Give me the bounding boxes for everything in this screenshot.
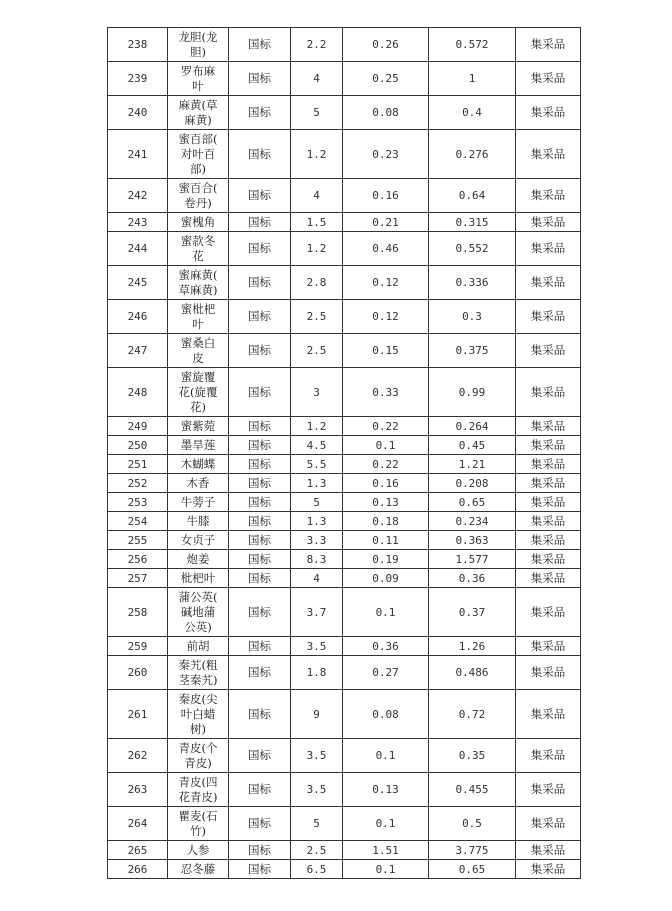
value-a-cell: 2.2 bbox=[291, 28, 343, 62]
standard-cell: 国标 bbox=[229, 588, 291, 637]
herb-name-cell: 蜜款冬 花 bbox=[168, 232, 229, 266]
herb-name-cell: 蜜槐角 bbox=[168, 213, 229, 232]
herb-name-cell: 龙胆(龙 胆) bbox=[168, 28, 229, 62]
procurement-type-cell: 集采品 bbox=[516, 455, 581, 474]
row-number-cell: 259 bbox=[108, 637, 168, 656]
value-c-cell: 0.64 bbox=[429, 179, 516, 213]
row-number-cell: 256 bbox=[108, 550, 168, 569]
value-b-cell: 0.46 bbox=[343, 232, 429, 266]
value-c-cell: 0.264 bbox=[429, 417, 516, 436]
standard-cell: 国标 bbox=[229, 690, 291, 739]
value-c-cell: 0.36 bbox=[429, 569, 516, 588]
value-b-cell: 0.1 bbox=[343, 588, 429, 637]
value-b-cell: 0.13 bbox=[343, 493, 429, 512]
procurement-type-cell: 集采品 bbox=[516, 96, 581, 130]
row-number-cell: 244 bbox=[108, 232, 168, 266]
value-c-cell: 0.5 bbox=[429, 807, 516, 841]
standard-cell: 国标 bbox=[229, 130, 291, 179]
table-row bbox=[108, 474, 581, 493]
table-row bbox=[108, 62, 581, 96]
value-c-cell: 0.486 bbox=[429, 656, 516, 690]
standard-cell: 国标 bbox=[229, 841, 291, 860]
table-row bbox=[108, 493, 581, 512]
standard-cell: 国标 bbox=[229, 232, 291, 266]
value-b-cell: 0.1 bbox=[343, 436, 429, 455]
standard-cell: 国标 bbox=[229, 474, 291, 493]
standard-cell: 国标 bbox=[229, 773, 291, 807]
value-c-cell: 1 bbox=[429, 62, 516, 96]
procurement-type-cell: 集采品 bbox=[516, 656, 581, 690]
procurement-type-cell: 集采品 bbox=[516, 130, 581, 179]
row-number-cell: 250 bbox=[108, 436, 168, 455]
procurement-type-cell: 集采品 bbox=[516, 266, 581, 300]
standard-cell: 国标 bbox=[229, 368, 291, 417]
herb-name-cell: 蒲公英( 碱地蒲 公英) bbox=[168, 588, 229, 637]
herb-name-cell: 枇杷叶 bbox=[168, 569, 229, 588]
table-row bbox=[108, 300, 581, 334]
value-a-cell: 4 bbox=[291, 569, 343, 588]
herb-name-cell: 蜜旋覆 花(旋覆 花) bbox=[168, 368, 229, 417]
procurement-type-cell: 集采品 bbox=[516, 300, 581, 334]
herb-name-cell: 麻黄(草 麻黄) bbox=[168, 96, 229, 130]
value-a-cell: 1.5 bbox=[291, 213, 343, 232]
row-number-cell: 261 bbox=[108, 690, 168, 739]
value-b-cell: 0.16 bbox=[343, 474, 429, 493]
value-b-cell: 0.15 bbox=[343, 334, 429, 368]
value-b-cell: 0.08 bbox=[343, 690, 429, 739]
row-number-cell: 238 bbox=[108, 28, 168, 62]
row-number-cell: 263 bbox=[108, 773, 168, 807]
row-number-cell: 248 bbox=[108, 368, 168, 417]
value-c-cell: 1.26 bbox=[429, 637, 516, 656]
value-c-cell: 0.65 bbox=[429, 493, 516, 512]
standard-cell: 国标 bbox=[229, 637, 291, 656]
table-row bbox=[108, 531, 581, 550]
procurement-type-cell: 集采品 bbox=[516, 690, 581, 739]
table-row bbox=[108, 417, 581, 436]
value-b-cell: 0.1 bbox=[343, 739, 429, 773]
row-number-cell: 243 bbox=[108, 213, 168, 232]
table-row bbox=[108, 773, 581, 807]
value-a-cell: 2.5 bbox=[291, 841, 343, 860]
row-number-cell: 253 bbox=[108, 493, 168, 512]
table-row bbox=[108, 28, 581, 62]
table-row bbox=[108, 588, 581, 637]
value-c-cell: 0.315 bbox=[429, 213, 516, 232]
procurement-type-cell: 集采品 bbox=[516, 436, 581, 455]
table-row bbox=[108, 656, 581, 690]
value-b-cell: 0.12 bbox=[343, 300, 429, 334]
standard-cell: 国标 bbox=[229, 417, 291, 436]
value-c-cell: 0.72 bbox=[429, 690, 516, 739]
table-row bbox=[108, 455, 581, 474]
procurement-type-cell: 集采品 bbox=[516, 334, 581, 368]
table-row bbox=[108, 130, 581, 179]
value-a-cell: 3.5 bbox=[291, 637, 343, 656]
standard-cell: 国标 bbox=[229, 656, 291, 690]
procurement-type-cell: 集采品 bbox=[516, 569, 581, 588]
value-c-cell: 0.336 bbox=[429, 266, 516, 300]
row-number-cell: 249 bbox=[108, 417, 168, 436]
row-number-cell: 264 bbox=[108, 807, 168, 841]
value-a-cell: 6.5 bbox=[291, 860, 343, 879]
standard-cell: 国标 bbox=[229, 62, 291, 96]
standard-cell: 国标 bbox=[229, 493, 291, 512]
standard-cell: 国标 bbox=[229, 531, 291, 550]
row-number-cell: 262 bbox=[108, 739, 168, 773]
procurement-type-cell: 集采品 bbox=[516, 232, 581, 266]
value-c-cell: 0.99 bbox=[429, 368, 516, 417]
row-number-cell: 266 bbox=[108, 860, 168, 879]
value-a-cell: 3.5 bbox=[291, 739, 343, 773]
herb-name-cell: 罗布麻 叶 bbox=[168, 62, 229, 96]
value-b-cell: 0.16 bbox=[343, 179, 429, 213]
value-b-cell: 0.26 bbox=[343, 28, 429, 62]
value-a-cell: 1.2 bbox=[291, 417, 343, 436]
herb-name-cell: 忍冬藤 bbox=[168, 860, 229, 879]
row-number-cell: 252 bbox=[108, 474, 168, 493]
procurement-type-cell: 集采品 bbox=[516, 493, 581, 512]
herb-name-cell: 牛蒡子 bbox=[168, 493, 229, 512]
value-a-cell: 8.3 bbox=[291, 550, 343, 569]
table-row bbox=[108, 213, 581, 232]
table-row bbox=[108, 807, 581, 841]
standard-cell: 国标 bbox=[229, 179, 291, 213]
value-c-cell: 1.21 bbox=[429, 455, 516, 474]
table-row bbox=[108, 96, 581, 130]
row-number-cell: 260 bbox=[108, 656, 168, 690]
table-row bbox=[108, 512, 581, 531]
procurement-type-cell: 集采品 bbox=[516, 841, 581, 860]
value-b-cell: 0.19 bbox=[343, 550, 429, 569]
value-b-cell: 0.36 bbox=[343, 637, 429, 656]
herb-name-cell: 蜜百合( 卷丹) bbox=[168, 179, 229, 213]
value-a-cell: 3 bbox=[291, 368, 343, 417]
row-number-cell: 239 bbox=[108, 62, 168, 96]
table-row bbox=[108, 232, 581, 266]
standard-cell: 国标 bbox=[229, 569, 291, 588]
value-b-cell: 0.13 bbox=[343, 773, 429, 807]
table-row bbox=[108, 334, 581, 368]
herb-name-cell: 木香 bbox=[168, 474, 229, 493]
row-number-cell: 240 bbox=[108, 96, 168, 130]
value-a-cell: 1.3 bbox=[291, 474, 343, 493]
procurement-type-cell: 集采品 bbox=[516, 773, 581, 807]
standard-cell: 国标 bbox=[229, 213, 291, 232]
value-a-cell: 3.3 bbox=[291, 531, 343, 550]
value-a-cell: 4.5 bbox=[291, 436, 343, 455]
herb-name-cell: 牛膝 bbox=[168, 512, 229, 531]
value-c-cell: 0.4 bbox=[429, 96, 516, 130]
value-a-cell: 1.3 bbox=[291, 512, 343, 531]
standard-cell: 国标 bbox=[229, 266, 291, 300]
value-a-cell: 5 bbox=[291, 96, 343, 130]
value-b-cell: 0.23 bbox=[343, 130, 429, 179]
value-b-cell: 0.11 bbox=[343, 531, 429, 550]
herb-name-cell: 瞿麦(石 竹) bbox=[168, 807, 229, 841]
procurement-type-cell: 集采品 bbox=[516, 550, 581, 569]
table-row bbox=[108, 739, 581, 773]
herb-name-cell: 蜜紫菀 bbox=[168, 417, 229, 436]
row-number-cell: 246 bbox=[108, 300, 168, 334]
value-c-cell: 3.775 bbox=[429, 841, 516, 860]
value-a-cell: 1.8 bbox=[291, 656, 343, 690]
row-number-cell: 255 bbox=[108, 531, 168, 550]
procurement-type-cell: 集采品 bbox=[516, 213, 581, 232]
procurement-type-cell: 集采品 bbox=[516, 512, 581, 531]
value-c-cell: 0.65 bbox=[429, 860, 516, 879]
value-c-cell: 0.455 bbox=[429, 773, 516, 807]
standard-cell: 国标 bbox=[229, 455, 291, 474]
value-b-cell: 0.18 bbox=[343, 512, 429, 531]
herb-name-cell: 秦皮(尖 叶白蜡 树) bbox=[168, 690, 229, 739]
value-a-cell: 5 bbox=[291, 493, 343, 512]
row-number-cell: 247 bbox=[108, 334, 168, 368]
value-c-cell: 0.375 bbox=[429, 334, 516, 368]
value-a-cell: 2.5 bbox=[291, 300, 343, 334]
table-row bbox=[108, 436, 581, 455]
standard-cell: 国标 bbox=[229, 550, 291, 569]
herb-name-cell: 蜜桑白 皮 bbox=[168, 334, 229, 368]
value-c-cell: 0.572 bbox=[429, 28, 516, 62]
value-a-cell: 1.2 bbox=[291, 130, 343, 179]
herb-name-cell: 女贞子 bbox=[168, 531, 229, 550]
standard-cell: 国标 bbox=[229, 739, 291, 773]
table-row bbox=[108, 179, 581, 213]
table-row bbox=[108, 266, 581, 300]
value-b-cell: 0.22 bbox=[343, 417, 429, 436]
table-row bbox=[108, 550, 581, 569]
herb-name-cell: 蜜枇杷 叶 bbox=[168, 300, 229, 334]
procurement-type-cell: 集采品 bbox=[516, 531, 581, 550]
herb-name-cell: 秦艽(粗 茎秦艽) bbox=[168, 656, 229, 690]
value-c-cell: 0.552 bbox=[429, 232, 516, 266]
value-a-cell: 1.2 bbox=[291, 232, 343, 266]
value-a-cell: 9 bbox=[291, 690, 343, 739]
herb-price-table bbox=[107, 27, 581, 879]
value-c-cell: 0.208 bbox=[429, 474, 516, 493]
standard-cell: 国标 bbox=[229, 436, 291, 455]
value-c-cell: 0.363 bbox=[429, 531, 516, 550]
procurement-type-cell: 集采品 bbox=[516, 807, 581, 841]
value-a-cell: 4 bbox=[291, 179, 343, 213]
procurement-type-cell: 集采品 bbox=[516, 637, 581, 656]
value-c-cell: 1.577 bbox=[429, 550, 516, 569]
procurement-type-cell: 集采品 bbox=[516, 368, 581, 417]
value-c-cell: 0.234 bbox=[429, 512, 516, 531]
row-number-cell: 254 bbox=[108, 512, 168, 531]
table-row bbox=[108, 860, 581, 879]
procurement-type-cell: 集采品 bbox=[516, 739, 581, 773]
row-number-cell: 245 bbox=[108, 266, 168, 300]
value-c-cell: 0.276 bbox=[429, 130, 516, 179]
herb-name-cell: 蜜百部( 对叶百 部) bbox=[168, 130, 229, 179]
value-b-cell: 0.09 bbox=[343, 569, 429, 588]
procurement-type-cell: 集采品 bbox=[516, 179, 581, 213]
value-a-cell: 4 bbox=[291, 62, 343, 96]
value-a-cell: 3.5 bbox=[291, 773, 343, 807]
herb-name-cell: 青皮(个 青皮) bbox=[168, 739, 229, 773]
value-b-cell: 0.25 bbox=[343, 62, 429, 96]
standard-cell: 国标 bbox=[229, 512, 291, 531]
table-row bbox=[108, 690, 581, 739]
standard-cell: 国标 bbox=[229, 300, 291, 334]
value-c-cell: 0.37 bbox=[429, 588, 516, 637]
procurement-type-cell: 集采品 bbox=[516, 588, 581, 637]
value-c-cell: 0.3 bbox=[429, 300, 516, 334]
value-b-cell: 0.12 bbox=[343, 266, 429, 300]
value-b-cell: 0.22 bbox=[343, 455, 429, 474]
value-b-cell: 0.33 bbox=[343, 368, 429, 417]
value-b-cell: 0.27 bbox=[343, 656, 429, 690]
herb-name-cell: 炮姜 bbox=[168, 550, 229, 569]
value-a-cell: 2.5 bbox=[291, 334, 343, 368]
value-b-cell: 0.1 bbox=[343, 860, 429, 879]
standard-cell: 国标 bbox=[229, 96, 291, 130]
table-row bbox=[108, 841, 581, 860]
value-a-cell: 5 bbox=[291, 807, 343, 841]
table-row bbox=[108, 637, 581, 656]
value-b-cell: 0.21 bbox=[343, 213, 429, 232]
row-number-cell: 241 bbox=[108, 130, 168, 179]
value-a-cell: 5.5 bbox=[291, 455, 343, 474]
row-number-cell: 251 bbox=[108, 455, 168, 474]
table-row bbox=[108, 569, 581, 588]
standard-cell: 国标 bbox=[229, 334, 291, 368]
herb-name-cell: 前胡 bbox=[168, 637, 229, 656]
row-number-cell: 257 bbox=[108, 569, 168, 588]
herb-name-cell: 蜜麻黄( 草麻黄) bbox=[168, 266, 229, 300]
procurement-type-cell: 集采品 bbox=[516, 417, 581, 436]
row-number-cell: 242 bbox=[108, 179, 168, 213]
herb-name-cell: 木蝴蝶 bbox=[168, 455, 229, 474]
table-row bbox=[108, 368, 581, 417]
row-number-cell: 258 bbox=[108, 588, 168, 637]
standard-cell: 国标 bbox=[229, 28, 291, 62]
herb-name-cell: 青皮(四 花青皮) bbox=[168, 773, 229, 807]
standard-cell: 国标 bbox=[229, 860, 291, 879]
table-body bbox=[108, 28, 581, 879]
row-number-cell: 265 bbox=[108, 841, 168, 860]
procurement-type-cell: 集采品 bbox=[516, 860, 581, 879]
procurement-type-cell: 集采品 bbox=[516, 62, 581, 96]
standard-cell: 国标 bbox=[229, 807, 291, 841]
value-a-cell: 3.7 bbox=[291, 588, 343, 637]
herb-name-cell: 墨旱莲 bbox=[168, 436, 229, 455]
procurement-type-cell: 集采品 bbox=[516, 28, 581, 62]
value-b-cell: 0.08 bbox=[343, 96, 429, 130]
value-b-cell: 0.1 bbox=[343, 807, 429, 841]
value-c-cell: 0.35 bbox=[429, 739, 516, 773]
procurement-type-cell: 集采品 bbox=[516, 474, 581, 493]
value-b-cell: 1.51 bbox=[343, 841, 429, 860]
value-a-cell: 2.8 bbox=[291, 266, 343, 300]
herb-name-cell: 人参 bbox=[168, 841, 229, 860]
value-c-cell: 0.45 bbox=[429, 436, 516, 455]
